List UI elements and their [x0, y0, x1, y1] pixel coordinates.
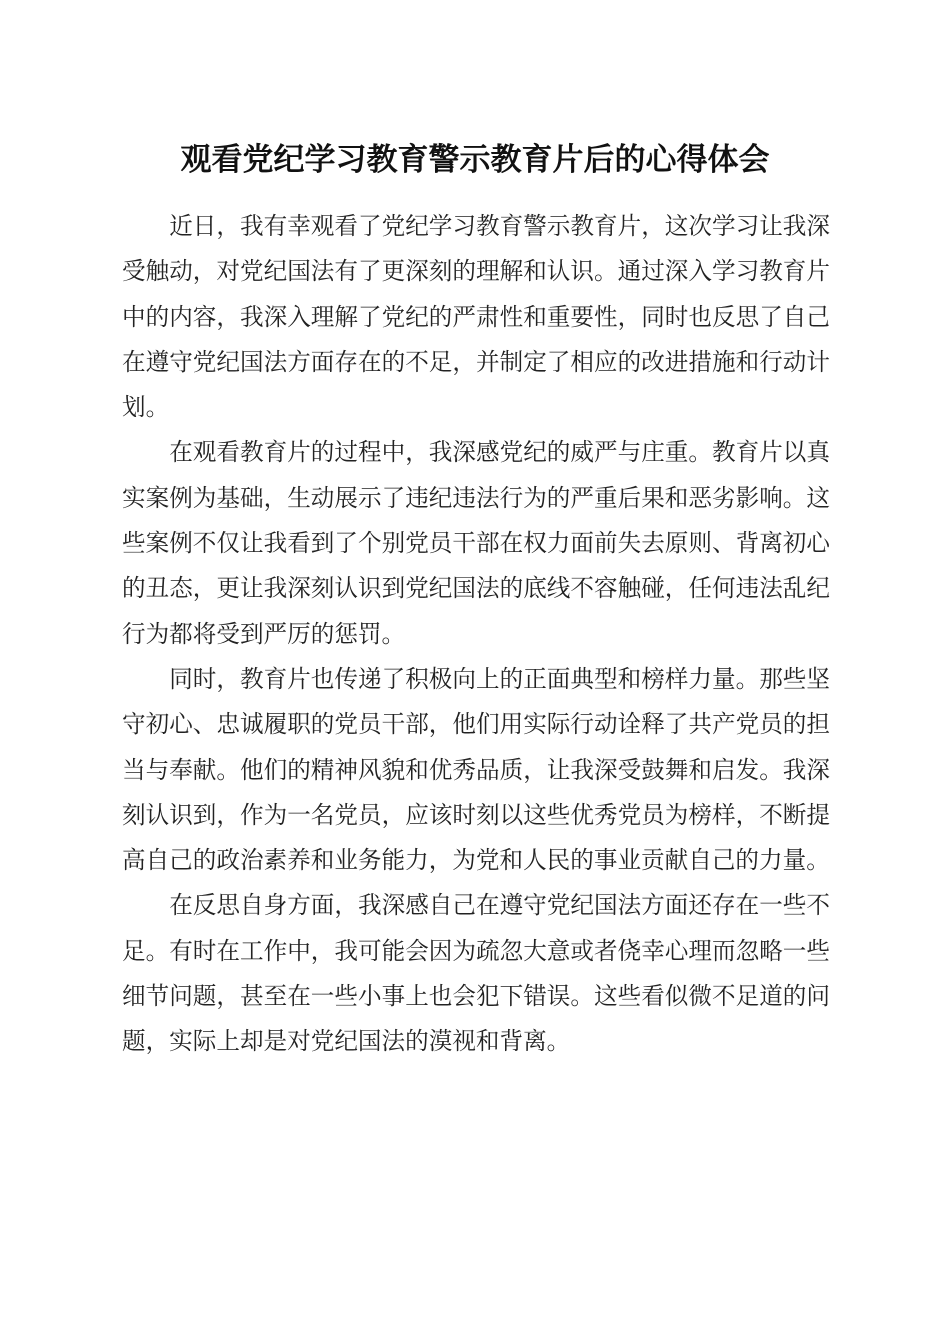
- paragraph-1: 近日，我有幸观看了党纪学习教育警示教育片，这次学习让我深受触动，对党纪国法有了更深刻的理解和认识。通过深入学习教育片中的内容，我深入理解了党纪的严肃性和重要性，同时也反思了自己在遵守党纪国法方面存在的不足，并制定了相应的改进措施和行动计划。: [122, 212, 830, 422]
- paragraph-2: 在观看教育片的过程中，我深感党纪的威严与庄重。教育片以真实案例为基础，生动展示了违纪违法行为的严重后果和恶劣影响。这些案例不仅让我看到了个别党员干部在权力面前失去原则、背离初心的丑态，更让我深刻认识到党纪国法的底线不容触碰，任何违法乱纪行为都将受到严厉的惩罚。: [122, 438, 830, 648]
- paragraph-4: 在反思自身方面，我深感自己在遵守党纪国法方面还存在一些不足。有时在工作中，我可能会因为疏忽大意或者侥幸心理而忽略一些细节问题，甚至在一些小事上也会犯下错误。这些看似微不足道的问题，实际上却是对党纪国法的漠视和背离。: [122, 891, 830, 1056]
- document-body: [122, 204, 830, 1065]
- paragraph-3: 同时，教育片也传递了积极向上的正面典型和榜样力量。那些坚守初心、忠诚履职的党员干部，他们用实际行动诠释了共产党员的担当与奉献。他们的精神风貌和优秀品质，让我深受鼓舞和启发。我深刻认识到，作为一名党员，应该时刻以这些优秀党员为榜样，不断提高自己的政治素养和业务能力，为党和人民的事业贡献自己的力量。: [122, 664, 830, 875]
- document-title: 观看党纪学习教育警示教育片后的心得体会: [180, 142, 770, 178]
